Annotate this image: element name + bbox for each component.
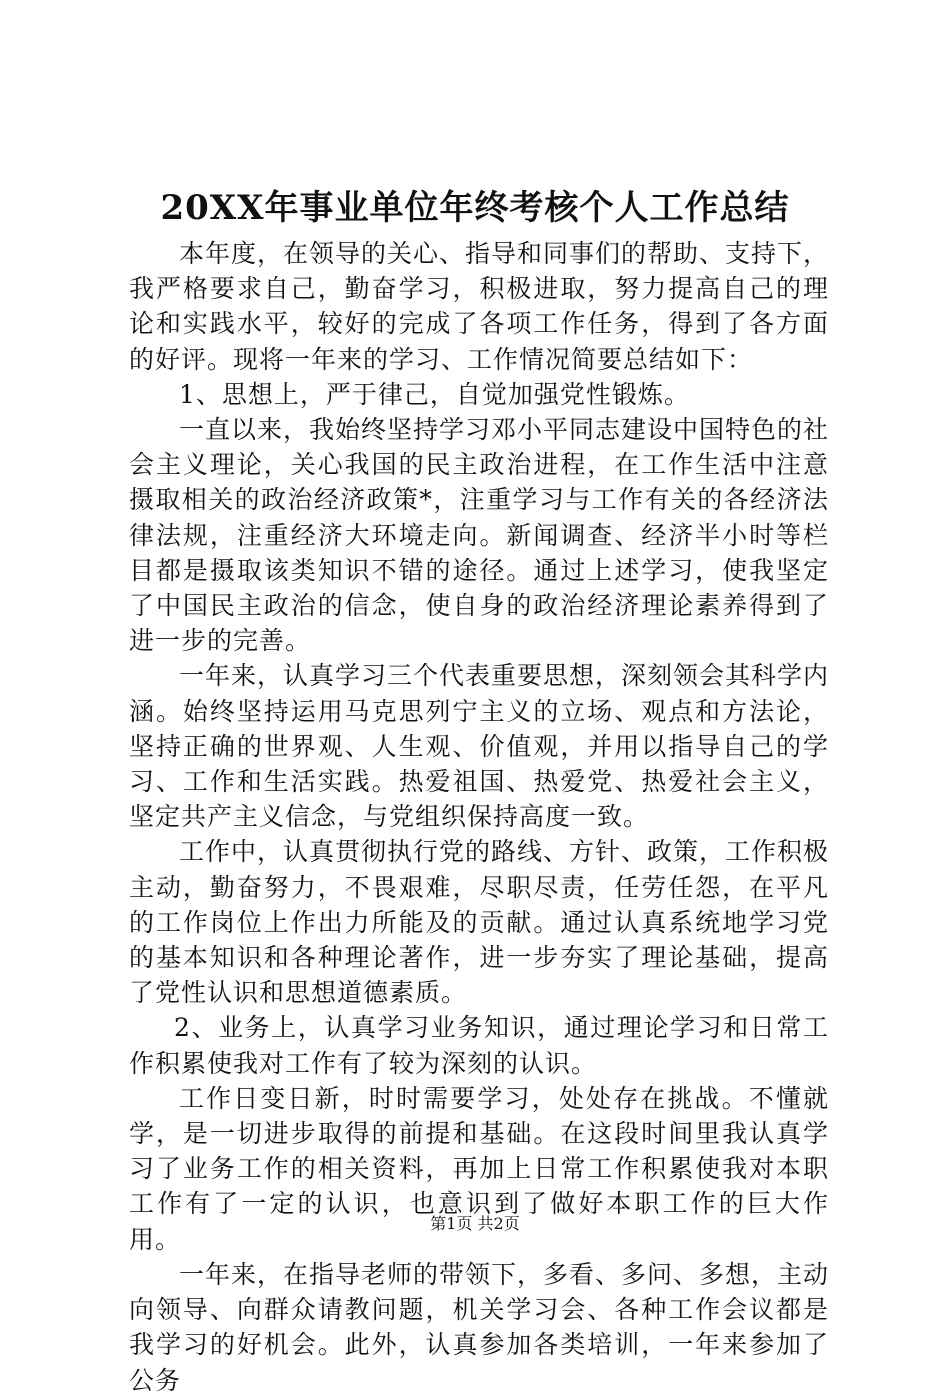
paragraph-theory-study: 一直以来，我始终坚持学习邓小平同志建设中国特色的社会主义理论，关心我国的民主政治进程，在工作生活中注意摄取相关的政治经济政策*，注重学习与工作有关的各经济法律法规，注重经济大环境走向。新闻调查、经济半小时等栏目都是摄取该类知识不错的途径。通过上述学习，使我坚定了中国民主政治的信念，使自身的政治经济理论素养得到了进一步的完善。: [129, 415, 830, 656]
heading-business: 2、业务上，认真学习业务知识，通过理论学习和日常工作积累使我对工作有了较为深刻的认识。: [129, 1013, 829, 1078]
paragraph-mentorship: 一年来，在指导老师的带领下，多看、多问、多想，主动向领导、向群众请教问题，机关学习会、各种工作会议都是我学习的好机会。此外，认真参加各类培训，一年来参加了公务: [129, 1259, 830, 1395]
paragraph-intro: 本年度，在领导的关心、指导和同事们的帮助、支持下，我严格要求自己，勤奋学习，积极进取，努力提高自己的理论和实践水平，较好的完成了各项工作任务，得到了各方面的好评。现将一年来的学习、工作情况简要总结如下：: [129, 239, 830, 374]
paragraph-three-represents: 一年来，认真学习三个代表重要思想，深刻领会其科学内涵。始终坚持运用马克思列宁主义的立场、观点和方法论，坚持正确的世界观、人生观、价值观，并用以指导自己的学习、工作和生活实践。热爱祖国、热爱党、热爱社会主义，坚定共产主义信念，与党组织保持高度一致。: [129, 661, 830, 832]
heading-ideology: 1、思想上，严于律己，自觉加强党性锻炼。: [179, 379, 690, 409]
document-title: 20XX年事业单位年终考核个人工作总结: [160, 188, 790, 228]
paragraph-work-attitude: 工作中，认真贯彻执行党的路线、方针、政策，工作积极主动，勤奋努力，不畏艰难，尽职尽责，任劳任怨，在平凡的工作岗位上作出力所能及的贡献。通过认真系统地学习党的基本知识和各种理论著作，进一步夯实了理论基础，提高了党性认识和思想道德素质。: [129, 837, 830, 1008]
page-number-footer: 第1页 共2页: [430, 1214, 520, 1233]
paragraph-continuous-learning: 工作日变日新，时时需要学习，处处存在挑战。不懂就学，是一切进步取得的前提和基础。在这段时间里我认真学习了业务工作的相关资料，再加上日常工作积累使我对本职工作有了一定的认识，也意识到了做好本职工作的巨大作用。: [129, 1083, 829, 1254]
